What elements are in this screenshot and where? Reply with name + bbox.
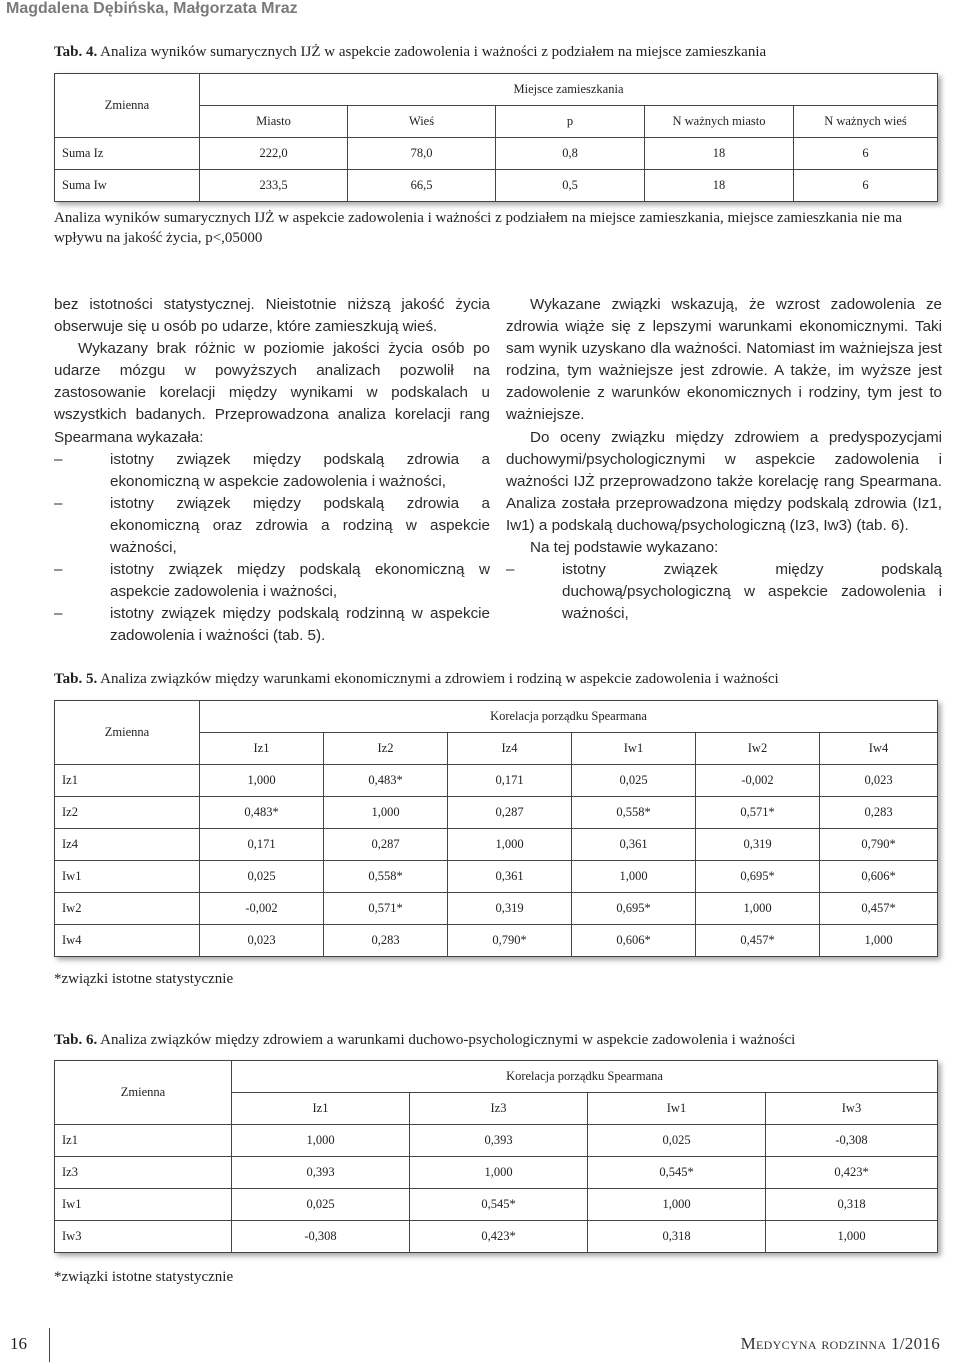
footer-divider bbox=[49, 1328, 50, 1362]
table-row bbox=[55, 1125, 938, 1157]
table-cell: 0,287 bbox=[324, 829, 448, 861]
table-cell: 1,000 bbox=[448, 829, 572, 861]
body-left-column bbox=[54, 294, 490, 648]
running-head: Magdalena Dębińska, Małgorzata Mraz bbox=[6, 0, 298, 17]
tab6-var-header: Zmienna bbox=[55, 1061, 232, 1125]
tab5-col-header: Iz4 bbox=[448, 733, 572, 765]
row-label: Iw1 bbox=[55, 1189, 232, 1221]
paragraph: Na tej podstawie wykazano: bbox=[530, 539, 719, 557]
tab6-caption bbox=[54, 1032, 795, 1049]
table-cell: 0,571* bbox=[324, 893, 448, 925]
table-cell: 18 bbox=[645, 170, 794, 202]
table-cell: 1,000 bbox=[232, 1125, 410, 1157]
table-row bbox=[55, 797, 938, 829]
table-row bbox=[55, 925, 938, 957]
table-row bbox=[55, 893, 938, 925]
tab5-table bbox=[54, 700, 938, 957]
list-item bbox=[54, 449, 490, 493]
table-row bbox=[55, 1221, 938, 1253]
list-item-text: istotny związek między podskalą ekonomiczną w aspekcie zadowolenia i ważności, bbox=[110, 561, 490, 601]
table-cell: 1,000 bbox=[588, 1189, 766, 1221]
tab6-col-header: Iw1 bbox=[588, 1093, 766, 1125]
table-cell: 0,606* bbox=[820, 861, 938, 893]
tab5-var-header: Zmienna bbox=[55, 701, 200, 765]
table-cell: 0,283 bbox=[820, 797, 938, 829]
list-item-text: istotny związek między podskalą rodzinną w aspekcie zadowolenia i ważności (tab. 5). bbox=[110, 605, 490, 645]
table-cell: 0,318 bbox=[588, 1221, 766, 1253]
table-cell: 0,545* bbox=[410, 1189, 588, 1221]
tab6-col-header: Iz1 bbox=[232, 1093, 410, 1125]
tab5-title: Analiza związków między warunkami ekonomicznymi a zdrowiem i rodziną w aspekcie zadowolenia i ważności bbox=[100, 671, 779, 687]
table-row bbox=[55, 861, 938, 893]
paragraph: bez istotności statystycznej. Nieistotnie niższą jakość życia obserwuje się u osób po udarze, które zamieszkują wieś. bbox=[54, 296, 490, 336]
table-cell: 0,545* bbox=[588, 1157, 766, 1189]
table-cell: 18 bbox=[645, 138, 794, 170]
table-row bbox=[55, 765, 938, 797]
table-cell: 6 bbox=[794, 170, 938, 202]
table-cell: -0,002 bbox=[200, 893, 324, 925]
page-number: 16 bbox=[10, 1334, 27, 1353]
table-cell: 1,000 bbox=[410, 1157, 588, 1189]
row-label: Suma Iw bbox=[55, 170, 200, 202]
row-label: Iw3 bbox=[55, 1221, 232, 1253]
table-cell: 0,025 bbox=[572, 765, 696, 797]
table-cell: 0,319 bbox=[696, 829, 820, 861]
list-item bbox=[54, 559, 490, 603]
paragraph: Wykazane związki wskazują, że wzrost zadowolenia ze zdrowia wiąże się z lepszymi warunkami ekonomicznymi. Taki sam wynik uzyskano dla ważności. Natomiast im ważniejsza jest rodzina, tym ważniejsze jest zdrowie. A także, im wyższe jest zadowolenie z warunków ekonomicznych i rodziny, tym jest to ważniejsze. bbox=[506, 296, 942, 424]
table-cell: 0,423* bbox=[766, 1157, 938, 1189]
tab4-title: Analiza wyników sumarycznych IJŻ w aspekcie zadowolenia i ważności z podziałem na miejsce zamieszkania bbox=[100, 44, 767, 60]
table-cell: 0,790* bbox=[820, 829, 938, 861]
tab5-col-header: Iz2 bbox=[324, 733, 448, 765]
table-cell: 0,606* bbox=[572, 925, 696, 957]
dash-icon: – bbox=[506, 561, 515, 579]
table-cell: 1,000 bbox=[766, 1221, 938, 1253]
tab4-col-header: p bbox=[496, 106, 645, 138]
list-item bbox=[54, 493, 490, 559]
table-cell: 233,5 bbox=[200, 170, 348, 202]
table-cell: 1,000 bbox=[572, 861, 696, 893]
table-cell: 1,000 bbox=[696, 893, 820, 925]
list-item-text: istotny związek między podskalą zdrowia a ekonomiczną oraz zdrowia a rodziną w aspekcie ważności, bbox=[110, 494, 490, 557]
table-cell: 0,023 bbox=[820, 765, 938, 797]
table-cell: -0,002 bbox=[696, 765, 820, 797]
row-label: Iz3 bbox=[55, 1157, 232, 1189]
dash-icon: – bbox=[54, 561, 63, 579]
tab6-table bbox=[54, 1060, 938, 1253]
table-cell: -0,308 bbox=[766, 1125, 938, 1157]
table-cell: 0,023 bbox=[200, 925, 324, 957]
tab4-caption bbox=[54, 44, 766, 61]
tab5-group-header: Korelacja porządku Spearmana bbox=[200, 701, 938, 733]
table-row bbox=[55, 1157, 938, 1189]
tab5-caption bbox=[54, 671, 779, 688]
tab4-var-header: Zmienna bbox=[55, 74, 200, 138]
row-label: Iz1 bbox=[55, 1125, 232, 1157]
table-row bbox=[55, 1189, 938, 1221]
tab6-title: Analiza związków między zdrowiem a warunkami duchowo-psychologicznymi w aspekcie zadowolenia i ważności bbox=[100, 1032, 796, 1048]
tab4-label: Tab. 4. bbox=[54, 44, 98, 60]
table-cell: 0,558* bbox=[572, 797, 696, 829]
row-label: Suma Iz bbox=[55, 138, 200, 170]
row-label: Iw1 bbox=[55, 861, 200, 893]
table-cell: 0,423* bbox=[410, 1221, 588, 1253]
table-cell: -0,308 bbox=[232, 1221, 410, 1253]
table-cell: 0,361 bbox=[572, 829, 696, 861]
tab4-table bbox=[54, 73, 938, 202]
table-cell: 1,000 bbox=[200, 765, 324, 797]
row-label: Iz4 bbox=[55, 829, 200, 861]
table-row bbox=[55, 138, 938, 170]
list-item-text: istotny związek między podskalą duchową/psychologiczną w aspekcie zadowolenia i ważności, bbox=[562, 561, 942, 623]
tab4-col-header: N ważnych wieś bbox=[794, 106, 938, 138]
table-cell: 0,483* bbox=[324, 765, 448, 797]
table-cell: 1,000 bbox=[820, 925, 938, 957]
table-cell: 0,790* bbox=[448, 925, 572, 957]
tab4-header-row-1 bbox=[55, 74, 938, 106]
table-cell: 0,8 bbox=[496, 138, 645, 170]
paragraph: Do oceny związku między zdrowiem a predyspozycjami duchowymi/psychologicznymi w aspekcie zadowolenia i ważności IJŻ przeprowadzono także korelację rang Spearmana. Analiza została przeprowadzona między podskalą zdrowia (Iz1, Iw1) a podskalą duchową/psychologiczną (Iz3, Iw3) (tab. 6). bbox=[506, 428, 942, 534]
dash-icon: – bbox=[54, 494, 63, 512]
table-cell: 0,361 bbox=[448, 861, 572, 893]
tab6-col-header: Iz3 bbox=[410, 1093, 588, 1125]
table-cell: 0,025 bbox=[200, 861, 324, 893]
table-cell: 1,000 bbox=[324, 797, 448, 829]
tab4-group-header: Miejsce zamieszkania bbox=[200, 74, 938, 106]
tab4-col-header: Miasto bbox=[200, 106, 348, 138]
table-cell: 0,287 bbox=[448, 797, 572, 829]
table-cell: 0,171 bbox=[200, 829, 324, 861]
tab5-col-header: Iz1 bbox=[200, 733, 324, 765]
bullet-list bbox=[54, 449, 490, 648]
tab5-label: Tab. 5. bbox=[54, 671, 98, 687]
table-cell: 0,5 bbox=[496, 170, 645, 202]
table-cell: 0,483* bbox=[200, 797, 324, 829]
table-cell: 0,319 bbox=[448, 893, 572, 925]
table-row bbox=[55, 170, 938, 202]
table-cell: 0,695* bbox=[696, 861, 820, 893]
list-item-text: istotny związek między podskalą zdrowia a ekonomiczną w aspekcie zadowolenia i ważności, bbox=[110, 450, 490, 490]
tab5-col-header: Iw2 bbox=[696, 733, 820, 765]
tab4-col-header: Wieś bbox=[348, 106, 496, 138]
list-item bbox=[54, 603, 490, 647]
bullet-list bbox=[506, 559, 942, 625]
table-cell: 0,393 bbox=[410, 1125, 588, 1157]
table-cell: 78,0 bbox=[348, 138, 496, 170]
tab4-note: Analiza wyników sumarycznych IJŻ w aspekcie zadowolenia i ważności z podziałem na miejsce zamieszkania, miejsce zamieszkania nie ma wpływu na jakość życia, p<,05000 bbox=[54, 210, 902, 246]
tab6-footnote: *związki istotne statystycznie bbox=[54, 1269, 234, 1285]
table-row bbox=[55, 829, 938, 861]
tab5-col-header: Iw4 bbox=[820, 733, 938, 765]
table-cell: 0,025 bbox=[232, 1189, 410, 1221]
journal-name: Medycyna rodzinna 1/2016 bbox=[740, 1334, 940, 1353]
table-cell: 0,571* bbox=[696, 797, 820, 829]
row-label: Iw4 bbox=[55, 925, 200, 957]
tab6-group-header: Korelacja porządku Spearmana bbox=[232, 1061, 938, 1093]
list-item bbox=[506, 559, 942, 625]
tab5-footnote: *związki istotne statystycznie bbox=[54, 971, 234, 987]
dash-icon: – bbox=[54, 605, 63, 623]
table-cell: 0,457* bbox=[696, 925, 820, 957]
tab4-col-header: N ważnych miasto bbox=[645, 106, 794, 138]
table-cell: 222,0 bbox=[200, 138, 348, 170]
row-label: Iz1 bbox=[55, 765, 200, 797]
tab6-header-row-1 bbox=[55, 1061, 938, 1093]
table-cell: 6 bbox=[794, 138, 938, 170]
table-cell: 0,558* bbox=[324, 861, 448, 893]
table-cell: 0,318 bbox=[766, 1189, 938, 1221]
paragraph: Wykazany brak różnic w poziomie jakości życia osób po udarze mózgu w powyższych analizach pozwolił na zastosowanie korelacji między wynikami w podskalach u wszystkich badanych. Przeprowadzona analiza korelacji rang Spearmana wykazała: bbox=[54, 340, 490, 446]
table-cell: 0,695* bbox=[572, 893, 696, 925]
dash-icon: – bbox=[54, 450, 63, 468]
tab6-label: Tab. 6. bbox=[54, 1032, 98, 1048]
tab5-col-header: Iw1 bbox=[572, 733, 696, 765]
body-right-column bbox=[506, 294, 942, 625]
table-cell: 0,457* bbox=[820, 893, 938, 925]
table-cell: 66,5 bbox=[348, 170, 496, 202]
table-cell: 0,283 bbox=[324, 925, 448, 957]
table-cell: 0,025 bbox=[588, 1125, 766, 1157]
table-cell: 0,171 bbox=[448, 765, 572, 797]
row-label: Iw2 bbox=[55, 893, 200, 925]
tab6-col-header: Iw3 bbox=[766, 1093, 938, 1125]
tab5-header-row-1 bbox=[55, 701, 938, 733]
table-cell: 0,393 bbox=[232, 1157, 410, 1189]
row-label: Iz2 bbox=[55, 797, 200, 829]
